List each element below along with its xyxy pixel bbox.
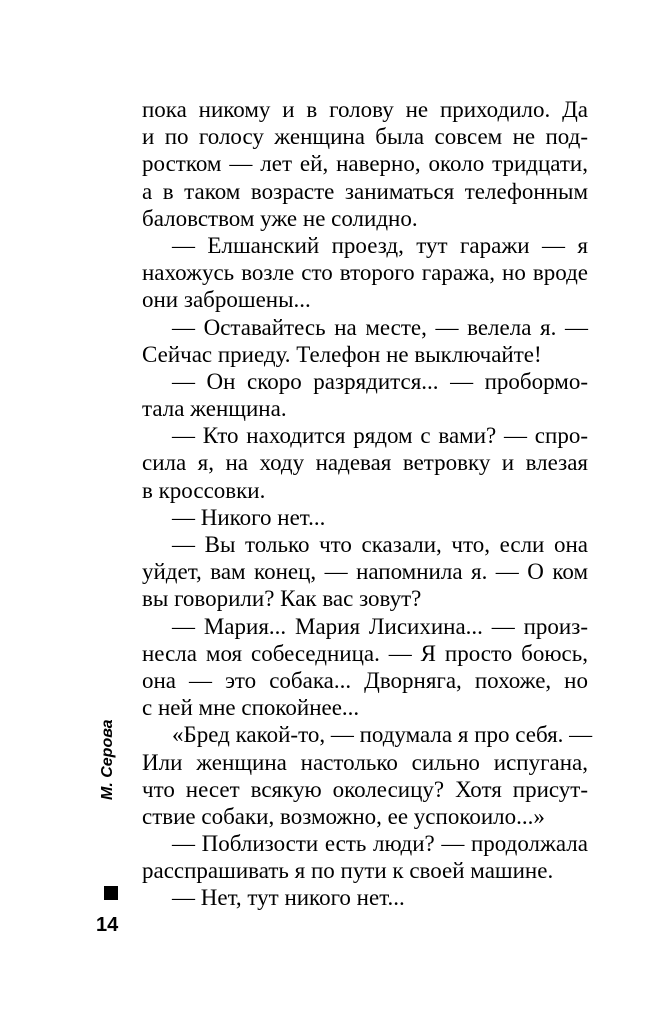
page-body-text [142, 96, 593, 912]
text-line: Или женщина настолько сильно испугана, [142, 749, 588, 775]
text-line: — Кто находится рядом с вами? — спро- [172, 423, 588, 449]
text-line: вы говорили? Как вас зовут? [142, 586, 422, 612]
text-line: несла моя собеседница. — Я просто боюсь, [142, 640, 588, 666]
text-line: баловством уже не солидно. [142, 205, 418, 231]
text-line: — Он скоро разрядится... — пробормо- [172, 368, 588, 394]
text-line: с ней мне спокойнее... [142, 695, 360, 721]
text-line: уйдет, вам конец, — напомнила я. — О ком [142, 559, 588, 585]
text-line: расспрашивать я по пути к своей машине. [142, 858, 554, 884]
text-line: что несет всякую околесицу? Хотя присут- [142, 776, 588, 802]
running-author-name: М. Серова [99, 719, 116, 800]
text-line: «Бред какой-то, — подумала я про себя. — [172, 722, 593, 748]
text-line: — Никого нет... [172, 504, 326, 530]
text-line: пока никому и в голову не приходило. Да [142, 97, 588, 122]
text-line: — Нет, тут никого нет... [172, 885, 405, 911]
text-line: и по голосу женщина была совсем не под- [142, 124, 588, 150]
text-line: — Оставайтесь на месте, — велела я. — [172, 314, 588, 340]
text-line: она — это собака... Дворняга, похоже, но [142, 667, 588, 693]
sidebar-square-marker [104, 886, 118, 900]
text-line: они заброшены... [142, 287, 311, 313]
text-line: тала женщина. [142, 396, 287, 422]
text-line: Сейчас приеду. Телефон не выключайте! [142, 341, 542, 367]
text-line: — Вы только что сказали, что, если она [172, 532, 588, 557]
text-line: — Поблизости есть люди? — продолжала [172, 831, 588, 857]
text-line: а в таком возрасте заниматься телефонным [142, 178, 588, 204]
text-line: ствие собаки, возможно, ее успокоило...» [142, 803, 545, 829]
text-line: ростком — лет ей, наверно, около тридцати, [142, 151, 588, 177]
text-line: — Мария... Мария Лисихина... — произ- [172, 613, 588, 639]
text-line: в кроссовки. [142, 477, 266, 503]
text-line: сила я, на ходу надевая ветровку и влезая [142, 450, 588, 476]
page-number: 14 [96, 914, 119, 936]
text-line: нахожусь возле сто второго гаража, но вроде [142, 260, 588, 286]
text-line: — Елшанский проезд, тут гаражи — я [172, 232, 588, 258]
